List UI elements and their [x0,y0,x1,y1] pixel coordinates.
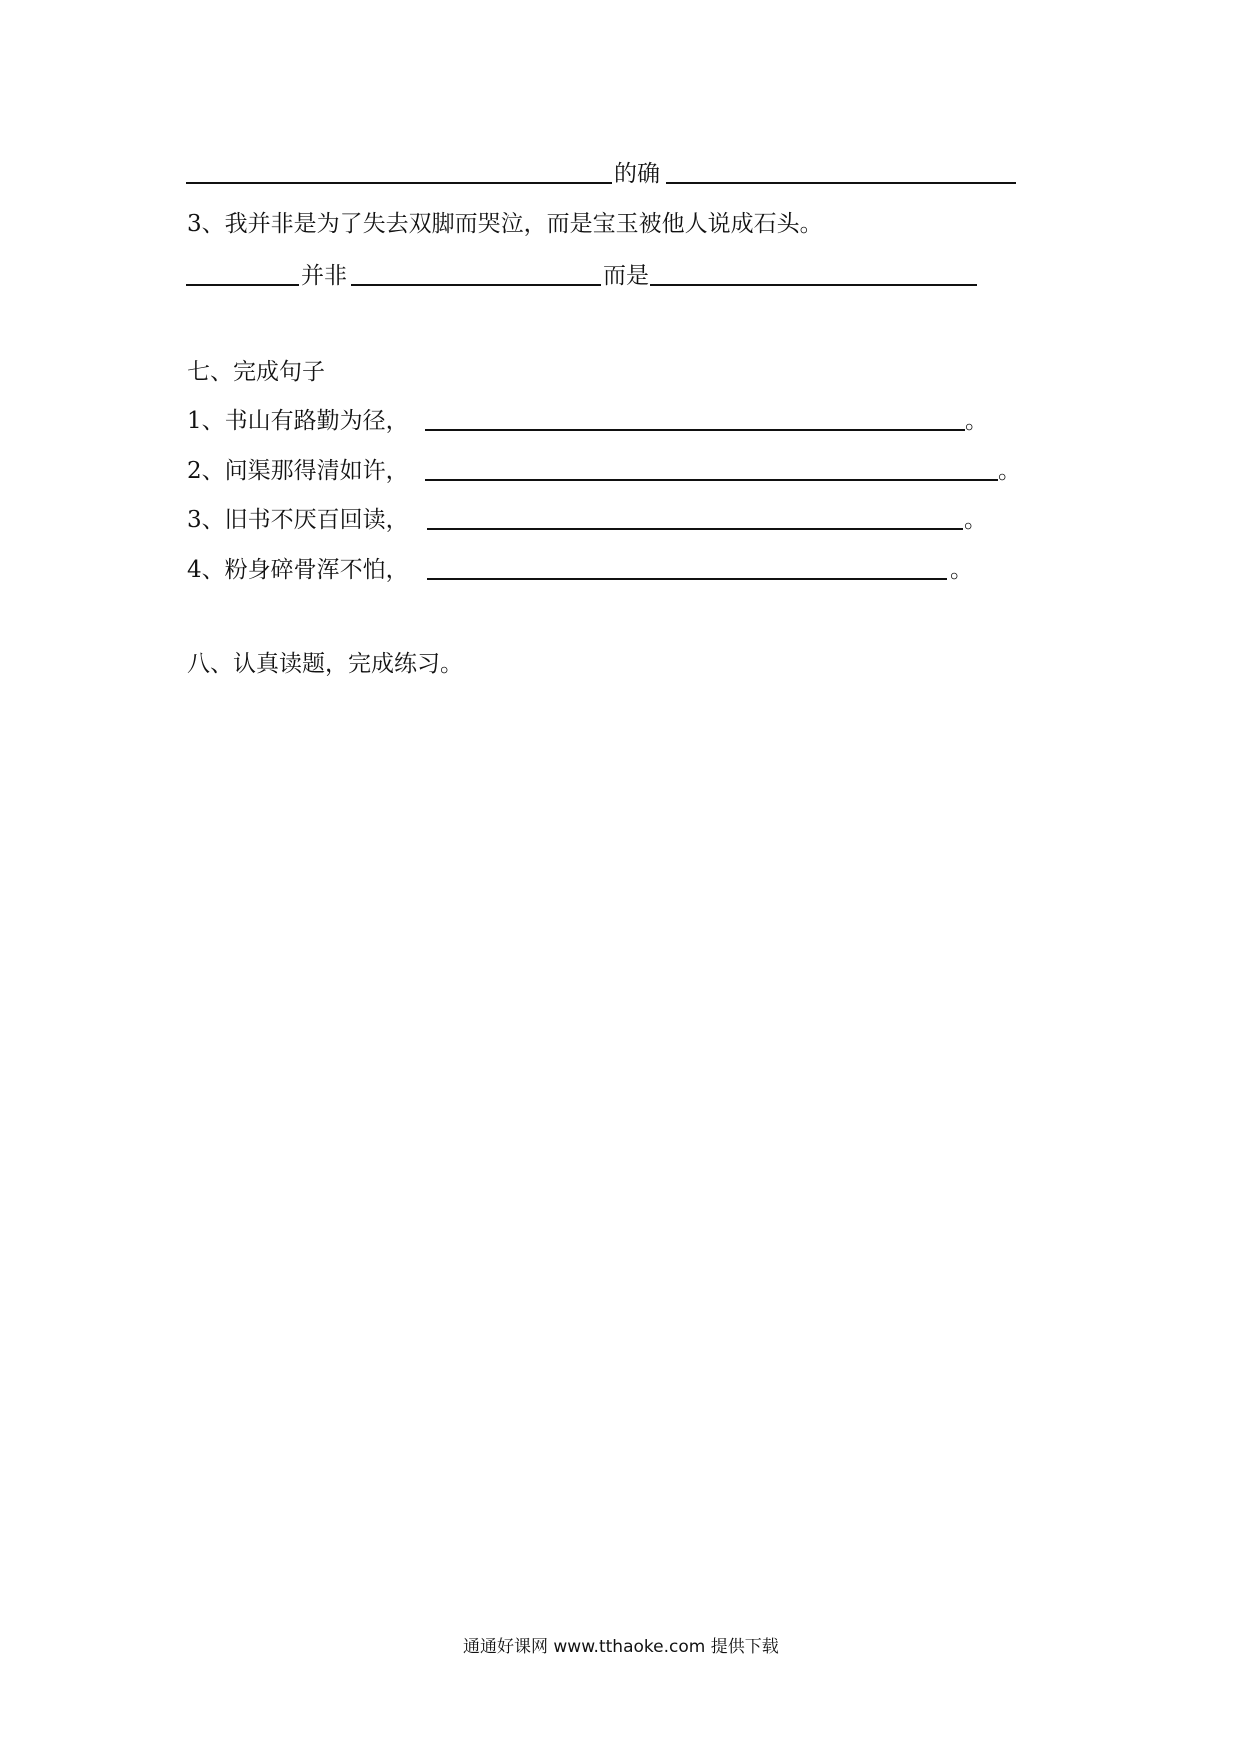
answer-blank[interactable] [351,284,601,286]
poem-line-prefix: 4、粉身碎骨浑不怕， [187,557,409,583]
word-dique: 的确 [614,161,660,187]
section-heading: 七、完成句子 [187,359,325,385]
sentence-end-mark: 。 [964,507,987,533]
answer-blank[interactable] [427,528,963,530]
answer-blank[interactable] [186,284,299,286]
answer-blank[interactable] [425,479,998,481]
answer-blank[interactable] [186,182,612,184]
sentence-end-mark: 。 [998,458,1021,484]
footer-source: 通通好课网 www.tthaoke.com 提供下载 [463,1637,779,1657]
word-bingfei: 并非 [301,263,347,289]
sentence-end-mark: 。 [950,557,973,583]
section-heading: 八、认真读题，完成练习。 [187,651,463,677]
word-ershi: 而是 [603,263,649,289]
answer-blank[interactable] [427,578,947,580]
poem-line-prefix: 2、问渠那得清如许， [187,458,409,484]
exercise-sentence: 3、我并非是为了失去双脚而哭泣，而是宝玉被他人说成石头。 [187,211,823,237]
poem-line-prefix: 1、书山有路勤为径， [187,408,409,434]
poem-line-prefix: 3、旧书不厌百回读， [187,507,409,533]
answer-blank[interactable] [666,182,1016,184]
answer-blank[interactable] [425,429,965,431]
answer-blank[interactable] [650,284,977,286]
sentence-end-mark: 。 [965,408,988,434]
